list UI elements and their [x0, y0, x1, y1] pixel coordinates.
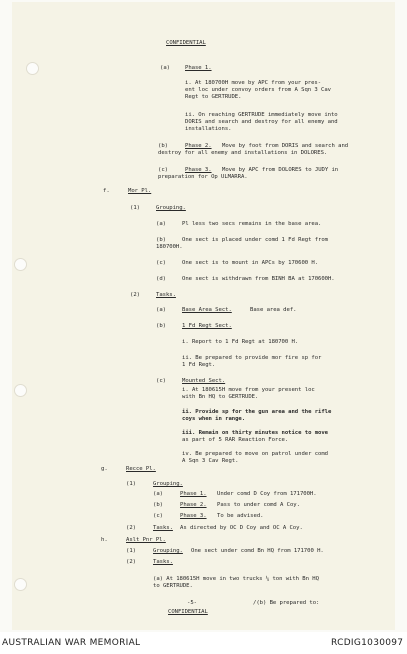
para-label: (d) — [156, 276, 166, 282]
punch-hole — [26, 62, 39, 75]
para-label: (a) — [160, 65, 170, 71]
para-label: g. — [101, 466, 108, 472]
body-line: 1 Fd Regt. — [182, 362, 216, 368]
para-label: (b) — [156, 323, 166, 329]
para-label: (1) — [126, 548, 136, 554]
header-confidential: CONFIDENTIAL — [166, 40, 206, 46]
body-line: Under comd D Coy from 171700H. — [217, 491, 317, 497]
phase-heading: Phase 1. — [185, 65, 212, 71]
sub-heading: Mounted Sect. — [182, 378, 226, 384]
para-label: (c) — [156, 260, 166, 266]
archive-id: RCDIG1030097 — [331, 638, 404, 648]
body-line-bold: coys when in range. — [182, 416, 246, 422]
continuation-note: /(b) Be prepared to: — [253, 600, 320, 606]
section-heading: Aslt Pnr Pl. — [126, 537, 166, 543]
para-label: (a) — [156, 307, 166, 313]
archive-title: AUSTRALIAN WAR MEMORIAL — [2, 638, 141, 648]
punch-hole — [14, 578, 27, 591]
para-label: (1) — [130, 205, 140, 211]
para-label: (a) — [153, 491, 163, 497]
body-line: ent loc under convoy orders from A Sqn 3 Cav — [185, 87, 331, 93]
body-line: ii. Be prepared to provide mor fire sp for — [182, 355, 322, 361]
sub-heading: 1 Fd Regt Sect. — [182, 323, 232, 329]
sub-heading: Base Area Sect. — [182, 307, 232, 313]
sub-heading: Tasks. — [156, 292, 176, 298]
phase-heading: Phase 3. — [180, 513, 207, 519]
para-label: h. — [101, 537, 108, 543]
para-label: (c) — [153, 513, 163, 519]
body-line: As directed by OC D Coy and OC A Coy. — [180, 525, 303, 531]
sub-heading: Tasks. — [153, 559, 173, 565]
body-line: One sect is withdrawn from BINH BA at 170600H. — [182, 276, 335, 282]
body-line: with Bn HQ to GERTRUDE. — [182, 394, 259, 400]
body-line: DORIS and search and destroy for all enemy and — [185, 119, 338, 125]
body-line: (a) At 180615H move in two trucks ¼ ton with Bn HQ — [153, 576, 319, 582]
body-line-bold: iii. Remain on thirty minutes notice to move — [182, 430, 328, 436]
phase-heading: Phase 2. — [185, 143, 212, 149]
punch-hole — [14, 384, 27, 397]
para-label: f. — [103, 188, 110, 194]
body-line: destroy for all enemy and installations in DOLORES. — [158, 150, 328, 156]
punch-hole — [14, 258, 27, 271]
body-line: One sect under comd Bn HQ from 171700 H. — [191, 548, 324, 554]
para-label: (c) — [158, 167, 168, 173]
body-line: One sect is to mount in APCs by 170600 H. — [182, 260, 319, 266]
body-line: 180700H. — [156, 244, 183, 250]
body-line: To be advised. — [217, 513, 264, 519]
body-line: A Sqn 3 Cav Regt. — [182, 458, 239, 464]
body-line-bold: ii. Provide sp for the gun area and the rifle — [182, 409, 332, 415]
sub-heading: Grouping. — [156, 205, 186, 211]
para-label: (b) — [158, 143, 168, 149]
sub-heading: Grouping. — [153, 548, 183, 554]
body-line: installations. — [185, 126, 232, 132]
body-line: i. Report to 1 Fd Regt at 180700 H. — [182, 339, 299, 345]
body-line: ii. On reaching GERTRUDE immediately move into — [185, 112, 338, 118]
para-label: (b) — [156, 237, 166, 243]
body-line: Move by foot from DORIS and search and — [222, 143, 349, 149]
body-line: One sect is placed under comd 1 Fd Regt from — [182, 237, 328, 243]
body-line: i. At 180615H move from your present loc — [182, 387, 315, 393]
phase-heading: Phase 2. — [180, 502, 207, 508]
body-line: i. At 180700H move by APC from your pres- — [185, 80, 322, 86]
body-line: as part of 5 RAR Reaction Force. — [182, 437, 289, 443]
para-label: (c) — [156, 378, 166, 384]
para-label: (b) — [153, 502, 163, 508]
para-label: (1) — [126, 481, 136, 487]
page-number: -5- — [187, 600, 197, 606]
sub-heading: Grouping. — [153, 481, 183, 487]
phase-heading: Phase 3. — [185, 167, 212, 173]
section-heading: Recce Pl. — [126, 466, 156, 472]
body-line: preparation for Op ULMARRA. — [158, 174, 248, 180]
sub-heading: Tasks. — [153, 525, 173, 531]
archive-bar — [0, 632, 407, 654]
body-line: to GERTRUDE. — [153, 583, 193, 589]
body-line: Move by APC from DOLORES to JUDY in — [222, 167, 339, 173]
body-line: Pl less two secs remains in the base area. — [182, 221, 322, 227]
footer-confidential: CONFIDENTIAL — [168, 609, 208, 615]
body-line: Base area def. — [250, 307, 297, 313]
body-line: iv. Be prepared to move on patrol under comd — [182, 451, 328, 457]
phase-heading: Phase 1. — [180, 491, 207, 497]
body-line: Regt to GERTRUDE. — [185, 94, 242, 100]
section-heading: Mor Pl. — [128, 188, 152, 194]
para-label: (2) — [130, 292, 140, 298]
para-label: (2) — [126, 559, 136, 565]
body-line: Pass to under comd A Coy. — [217, 502, 300, 508]
para-label: (a) — [156, 221, 166, 227]
para-label: (2) — [126, 525, 136, 531]
